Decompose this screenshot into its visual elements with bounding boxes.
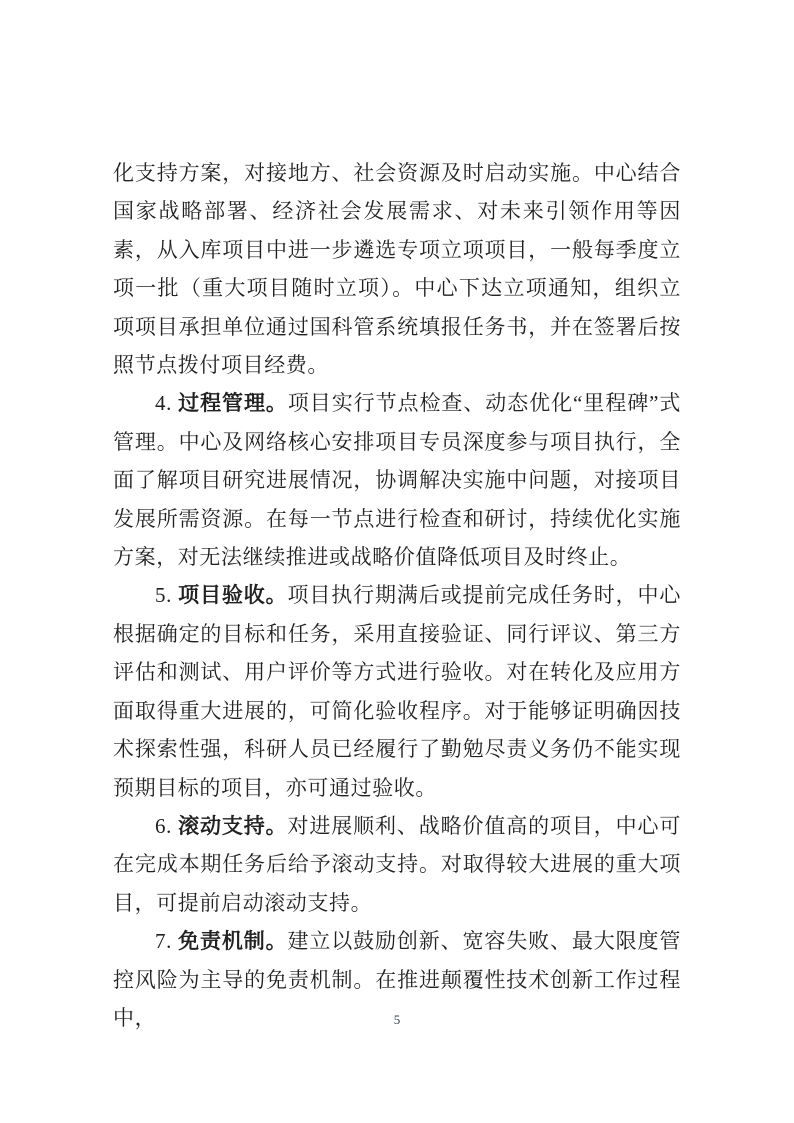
text-run: 4. (155, 391, 179, 416)
paragraph (113, 154, 681, 384)
text-run: 6. (155, 813, 179, 838)
text-run: 对进展顺利、战略价值高的项目，中心可在完成本期任务后给予滚动支持。对取得较大进展的重大项目，可提前启动滚动支持。 (113, 813, 681, 915)
term-emphasis: 项目验收。 (178, 583, 288, 608)
document-body (113, 154, 681, 1037)
paragraph (113, 807, 681, 922)
text-run: 建立以鼓励创新、宽容失败、最大限度管控风险为主导的免责机制。在推进颠覆性技术创新工作过程中， (113, 929, 681, 1030)
page-number: 5 (393, 1012, 401, 1027)
text-run: 7. (155, 929, 179, 954)
term-emphasis: 滚动支持。 (178, 813, 288, 838)
term-emphasis: 过程管理。 (178, 391, 288, 416)
text-run: 化支持方案，对接地方、社会资源及时启动实施。中心结合国家战略部署、经济社会发展需求、对未来引领作用等因素，从入库项目中进一步遴选专项立项项目，一般每季度立项一批（重大项目随时立项）。中心下达立项通知，组织立项项目承担单位通过国科管系统填报任务书，并在签署后按照节点拨付项目经费。 (113, 161, 681, 378)
term-emphasis: 免责机制。 (178, 929, 288, 954)
text-run: 5. (155, 583, 179, 608)
text-run: 项目实行节点检查、动态优化“里程碑”式管理。中心及网络核心安排项目专员深度参与项目执行，全面了解项目研究进展情况，协调解决实施中问题，对接项目发展所需资源。在每一节点进行检查和研讨，持续优化实施方案，对无法继续推进或战略价值降低项目及时终止。 (113, 391, 681, 570)
text-run: 项目执行期满后或提前完成任务时，中心根据确定的目标和任务，采用直接验证、同行评议、第三方评估和测试、用户评价等方式进行验收。对在转化及应用方面取得重大进展的，可简化验收程序。对于能够证明确因技术探索性强，科研人员已经履行了勤勉尽责义务仍不能实现预期目标的项目，亦可通过验收。 (113, 583, 681, 800)
paragraph (113, 384, 681, 576)
paragraph (113, 576, 681, 806)
